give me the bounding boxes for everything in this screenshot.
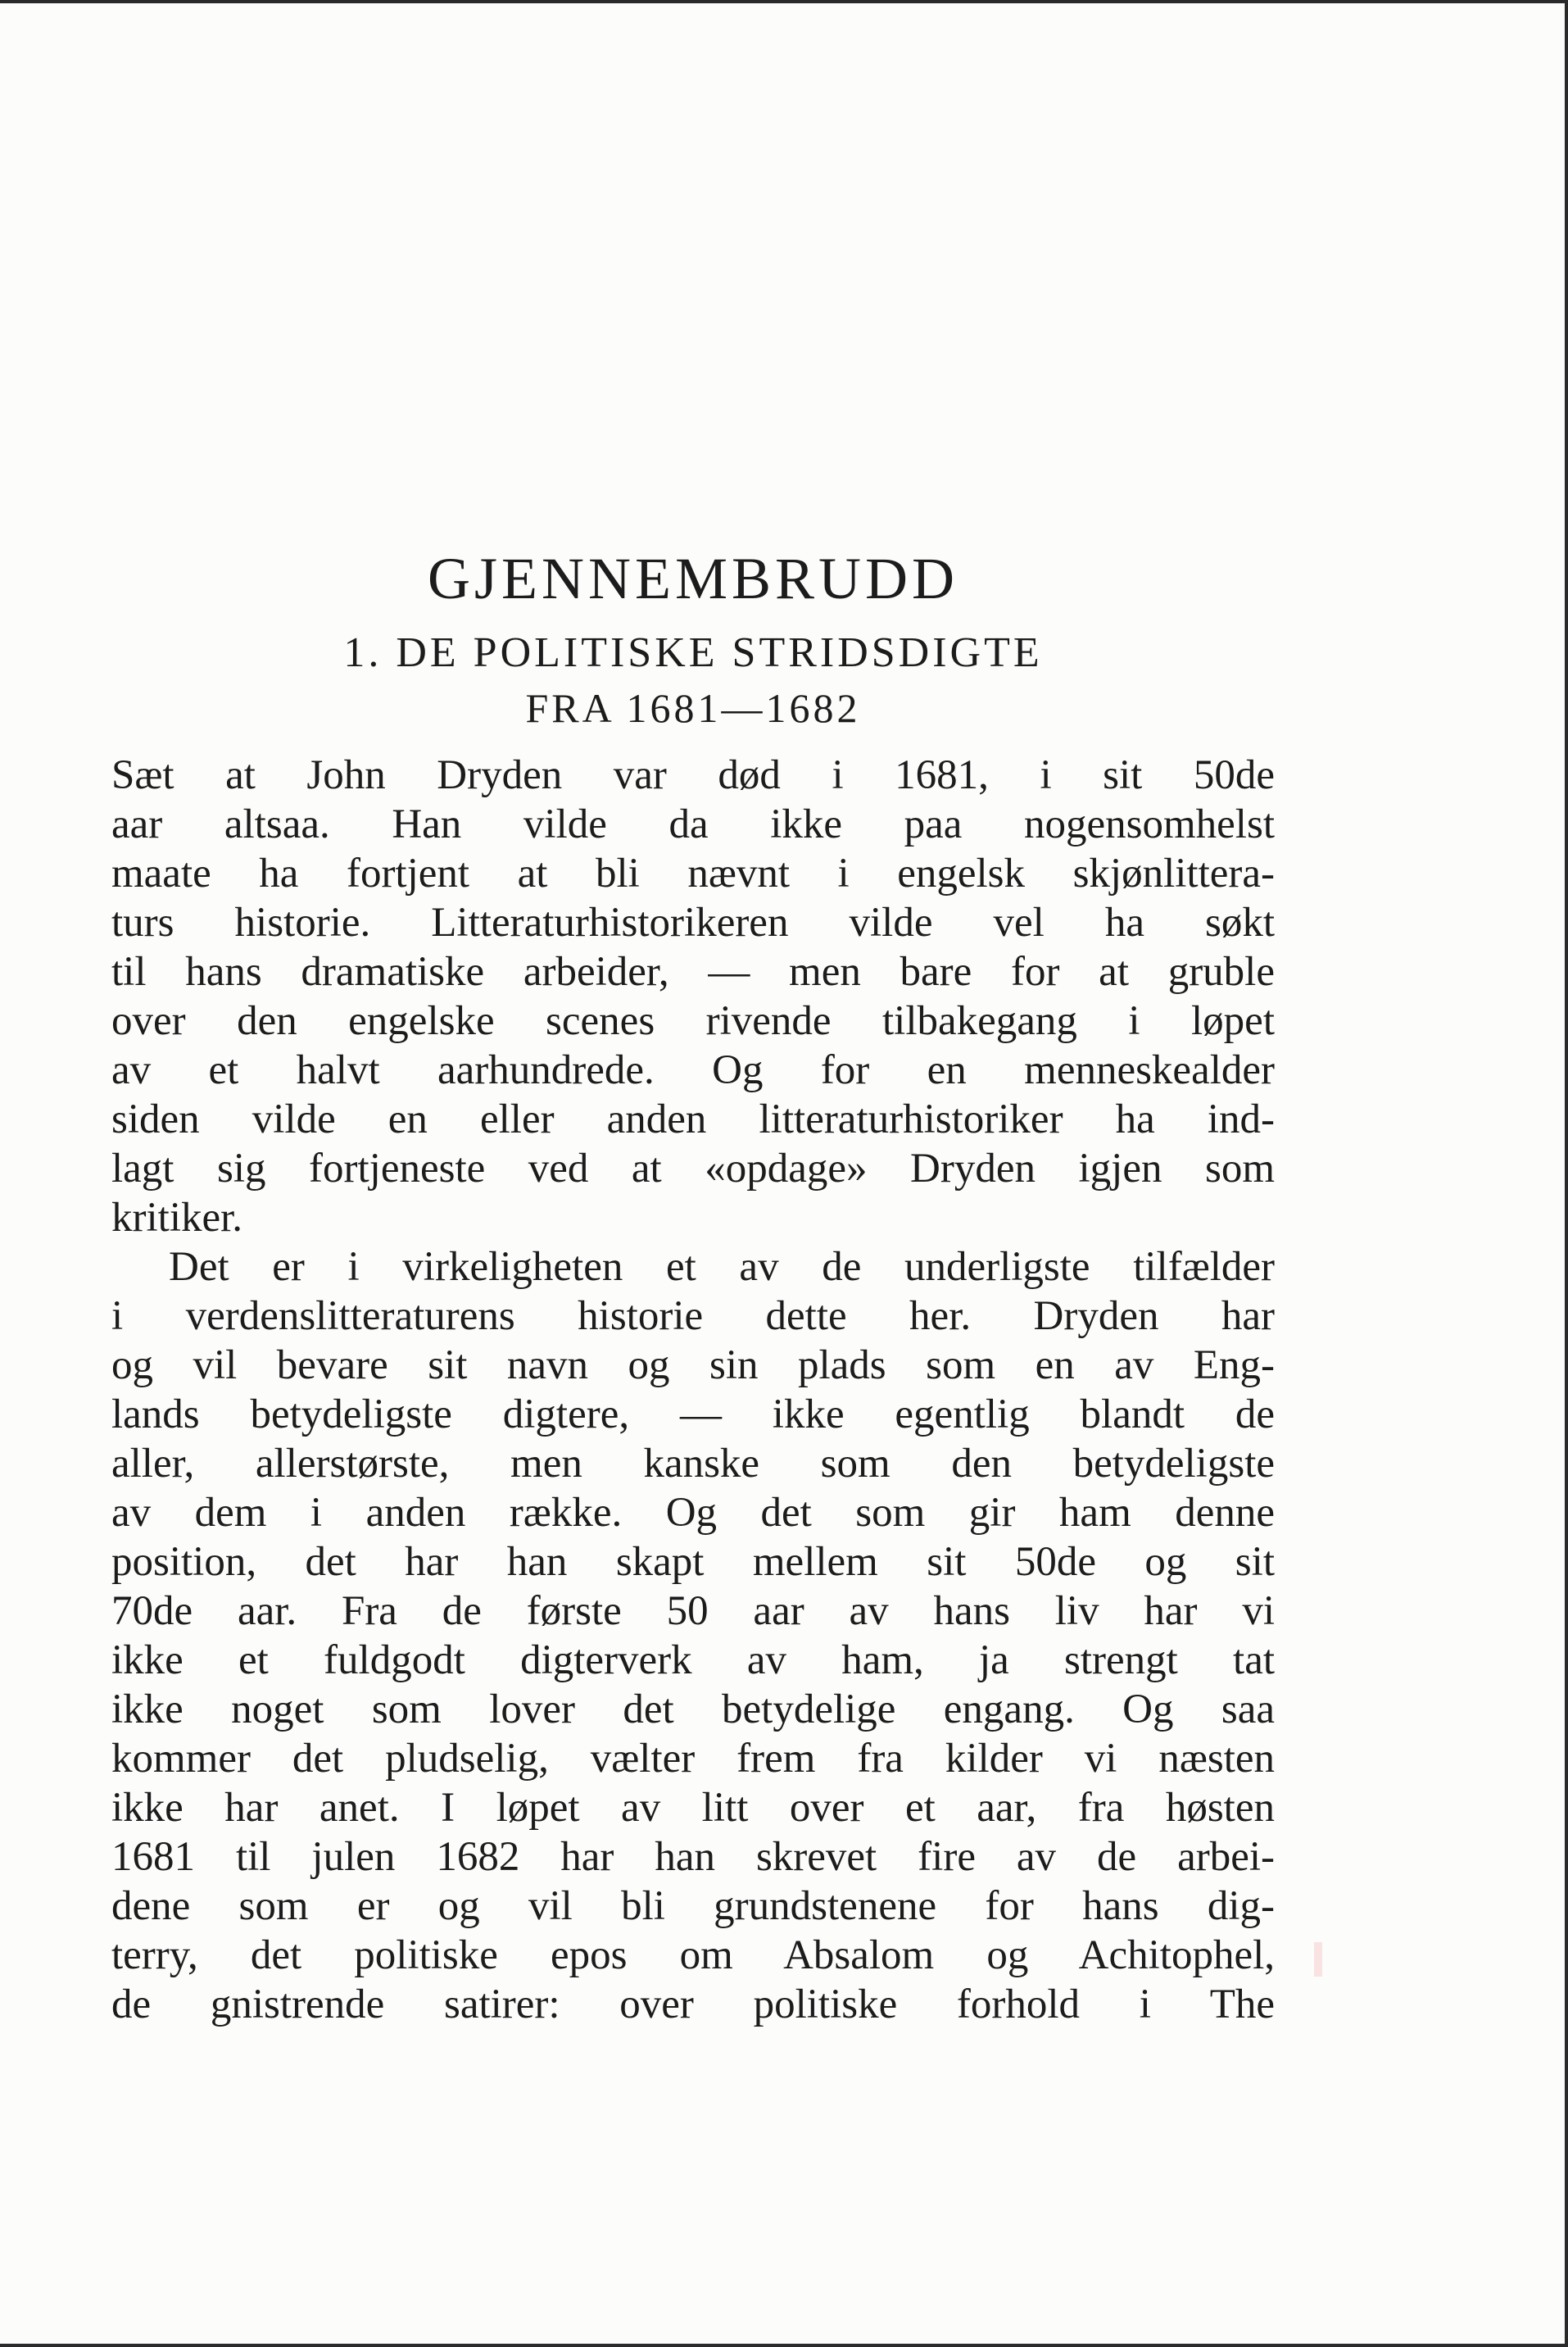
text-line: aller, allerstørste, men kanske som den betydeligste	[111, 1441, 1275, 1487]
text-line: Det er i virkeligheten et av de underligste tilfælder	[169, 1244, 1275, 1291]
text-line: over den engelske scenes rivende tilbakegang i løpet	[111, 998, 1275, 1045]
text-line: 70de aar. Fra de første 50 aar av hans liv har vi	[111, 1588, 1275, 1635]
page-text	[111, 545, 1275, 2029]
text-line: siden vilde en eller anden litteraturhistoriker ha ind-	[111, 1096, 1275, 1143]
paragraph-2	[111, 1242, 1275, 2029]
text-line: position, det har han skapt mellem sit 50de og sit	[111, 1539, 1275, 1586]
text-line: kritiker.	[111, 1195, 243, 1242]
text-line: Sæt at John Dryden var død i 1681, i sit 50de	[111, 752, 1275, 799]
text-line: av et halvt aarhundrede. Og for en menneskealder	[111, 1047, 1275, 1094]
text-line: kommer det pludselig, vælter frem fra kilder vi næsten	[111, 1736, 1275, 1782]
text-line: ikke noget som lover det betydelige engang. Og saa	[111, 1686, 1275, 1733]
text-line: lands betydeligste digtere, — ikke egentlig blandt de	[111, 1391, 1275, 1438]
section-heading: 1. DE POLITISKE STRIDSDIGTE	[343, 629, 1043, 676]
text-line: i verdenslitteraturens historie dette her. Dryden har	[111, 1293, 1275, 1340]
text-line: turs historie. Litteraturhistorikeren vilde vel ha søkt	[111, 900, 1275, 947]
text-line: terry, det politiske epos om Absalom og Achitophel,	[111, 1932, 1275, 1979]
text-line: til hans dramatiske arbeider, — men bare for at gruble	[111, 949, 1275, 996]
text-line: dene som er og vil bli grundstenene for hans dig-	[111, 1883, 1275, 1930]
text-line: av dem i anden række. Og det som gir ham denne	[111, 1490, 1275, 1537]
section-subheading: FRA 1681—1682	[525, 685, 861, 732]
text-line: aar altsaa. Han vilde da ikke paa nogensomhelst	[111, 801, 1275, 848]
text-line: lagt sig fortjeneste ved at «opdage» Dryden igjen som	[111, 1146, 1275, 1192]
text-line: og vil bevare sit navn og sin plads som en av Eng-	[111, 1342, 1275, 1389]
text-line: maate ha fortjent at bli nævnt i engelsk skjønlittera-	[111, 851, 1275, 897]
text-line: ikke har anet. I løpet av litt over et aar, fra høsten	[111, 1785, 1275, 1832]
text-line: 1681 til julen 1682 har han skrevet fire av de arbei-	[111, 1834, 1275, 1881]
paragraph-1	[111, 751, 1275, 1242]
text-line: de gnistrende satirer: over politiske forhold i The	[111, 1982, 1275, 2028]
chapter-title: GJENNEMBRUDD	[427, 546, 959, 611]
text-line: ikke et fuldgodt digterverk av ham, ja strengt tat	[111, 1637, 1275, 1684]
scan-smudge	[1314, 1942, 1322, 1977]
